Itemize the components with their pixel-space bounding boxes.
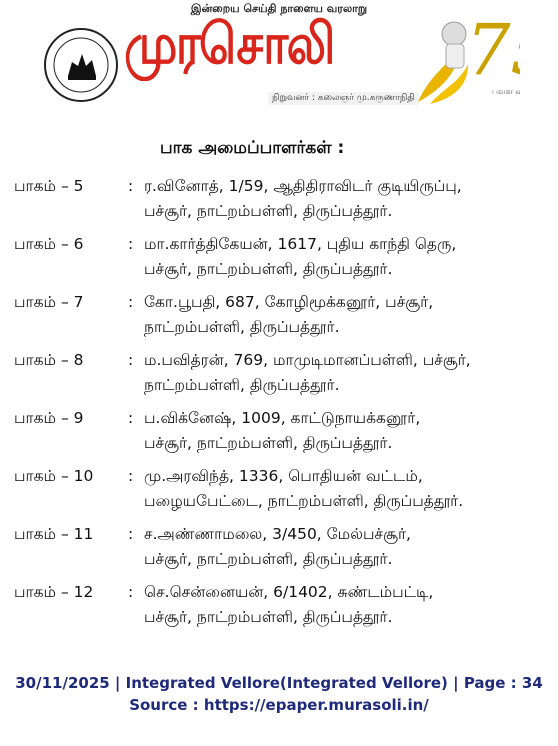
organizer-address <box>144 232 544 282</box>
footer-source-line: Source : https://epaper.murasoli.in/ <box>129 696 429 714</box>
party-emblem-icon <box>42 26 120 104</box>
masthead <box>0 0 558 112</box>
address-line-1: ர.வினோத், 1/59, ஆதிதிராவிடர் குடியிருப்பு, <box>144 177 462 195</box>
anniversary-number: 7 <box>466 9 511 91</box>
anniversary-75-logo <box>410 4 520 108</box>
address-line-1: ப.விக்னேஷ், 1009, காட்டுநாயக்கனூர், <box>144 409 421 427</box>
part-label: பாகம் – 5 <box>14 177 84 195</box>
organizer-address <box>144 348 544 398</box>
part-label: பாகம் – 10 <box>14 467 94 485</box>
anniversary-caption: பவள வி <box>492 87 520 96</box>
address-line-2: பழையபேட்டை, நாட்றம்பள்ளி, திருப்பத்தூர். <box>144 492 464 510</box>
separator-colon: : <box>128 409 134 427</box>
address-line-2: நாட்றம்பள்ளி, திருப்பத்தூர். <box>144 376 340 394</box>
separator-colon: : <box>128 583 134 601</box>
organizer-address <box>144 174 544 224</box>
footer-date-line: 30/11/2025 | Integrated Vellore(Integrated Vellore) | Page : 34 <box>15 674 543 692</box>
separator-colon: : <box>128 467 134 485</box>
section-heading: பாக அமைப்பாளர்கள் : <box>160 138 345 158</box>
address-line-1: மா.கார்த்திகேயன், 1617, புதிய காந்தி தெரு, <box>144 235 457 253</box>
separator-colon: : <box>128 525 134 543</box>
address-line-1: ச.அண்ணாமலை, 3/450, மேல்பச்சூர், <box>144 525 411 543</box>
part-label: பாகம் – 9 <box>14 409 84 427</box>
masthead-tagline: இன்றைய செய்தி நாளைய வரலாறு <box>190 2 368 15</box>
address-line-1: ம.பவித்ரன், 769, மாமுடிமானப்பள்ளி, பச்சூர், <box>144 351 471 369</box>
separator-colon: : <box>128 351 134 369</box>
organizer-address <box>144 580 544 630</box>
address-line-2: பச்சூர், நாட்றம்பள்ளி, திருப்பத்தூர். <box>144 550 393 568</box>
part-label: பாகம் – 11 <box>14 525 94 543</box>
address-line-2: பச்சூர், நாட்றம்பள்ளி, திருப்பத்தூர். <box>144 202 393 220</box>
part-label: பாகம் – 12 <box>14 583 94 601</box>
address-line-1: மு.அரவிந்த், 1336, பொதியன் வட்டம், <box>144 467 423 485</box>
part-label: பாகம் – 8 <box>14 351 84 369</box>
address-line-2: பச்சூர், நாட்றம்பள்ளி, திருப்பத்தூர். <box>144 260 393 278</box>
organizer-address <box>144 406 544 456</box>
part-label: பாகம் – 6 <box>14 235 84 253</box>
address-line-2: நாட்றம்பள்ளி, திருப்பத்தூர். <box>144 318 340 336</box>
separator-colon: : <box>128 177 134 195</box>
clipped-previous-text <box>0 114 558 122</box>
founder-line: நிறுவனர் : கலைஞர் மு.கருணாநிதி <box>268 92 419 105</box>
page-footer <box>0 672 558 716</box>
organizer-address <box>144 522 544 572</box>
organizer-address <box>144 290 544 340</box>
address-line-1: செ.சென்னையன், 6/1402, சுண்டம்பட்டி, <box>144 583 434 601</box>
address-line-1: கோ.பூபதி, 687, கோழிமூக்கனூர், பச்சூர், <box>144 293 434 311</box>
address-line-2: பச்சூர், நாட்றம்பள்ளி, திருப்பத்தூர். <box>144 434 393 452</box>
separator-colon: : <box>128 235 134 253</box>
separator-colon: : <box>128 293 134 311</box>
part-label: பாகம் – 7 <box>14 293 84 311</box>
address-line-2: பச்சூர், நாட்றம்பள்ளி, திருப்பத்தூர். <box>144 608 393 626</box>
organizer-address <box>144 464 544 514</box>
newspaper-logo: முரசொலி <box>124 12 334 77</box>
